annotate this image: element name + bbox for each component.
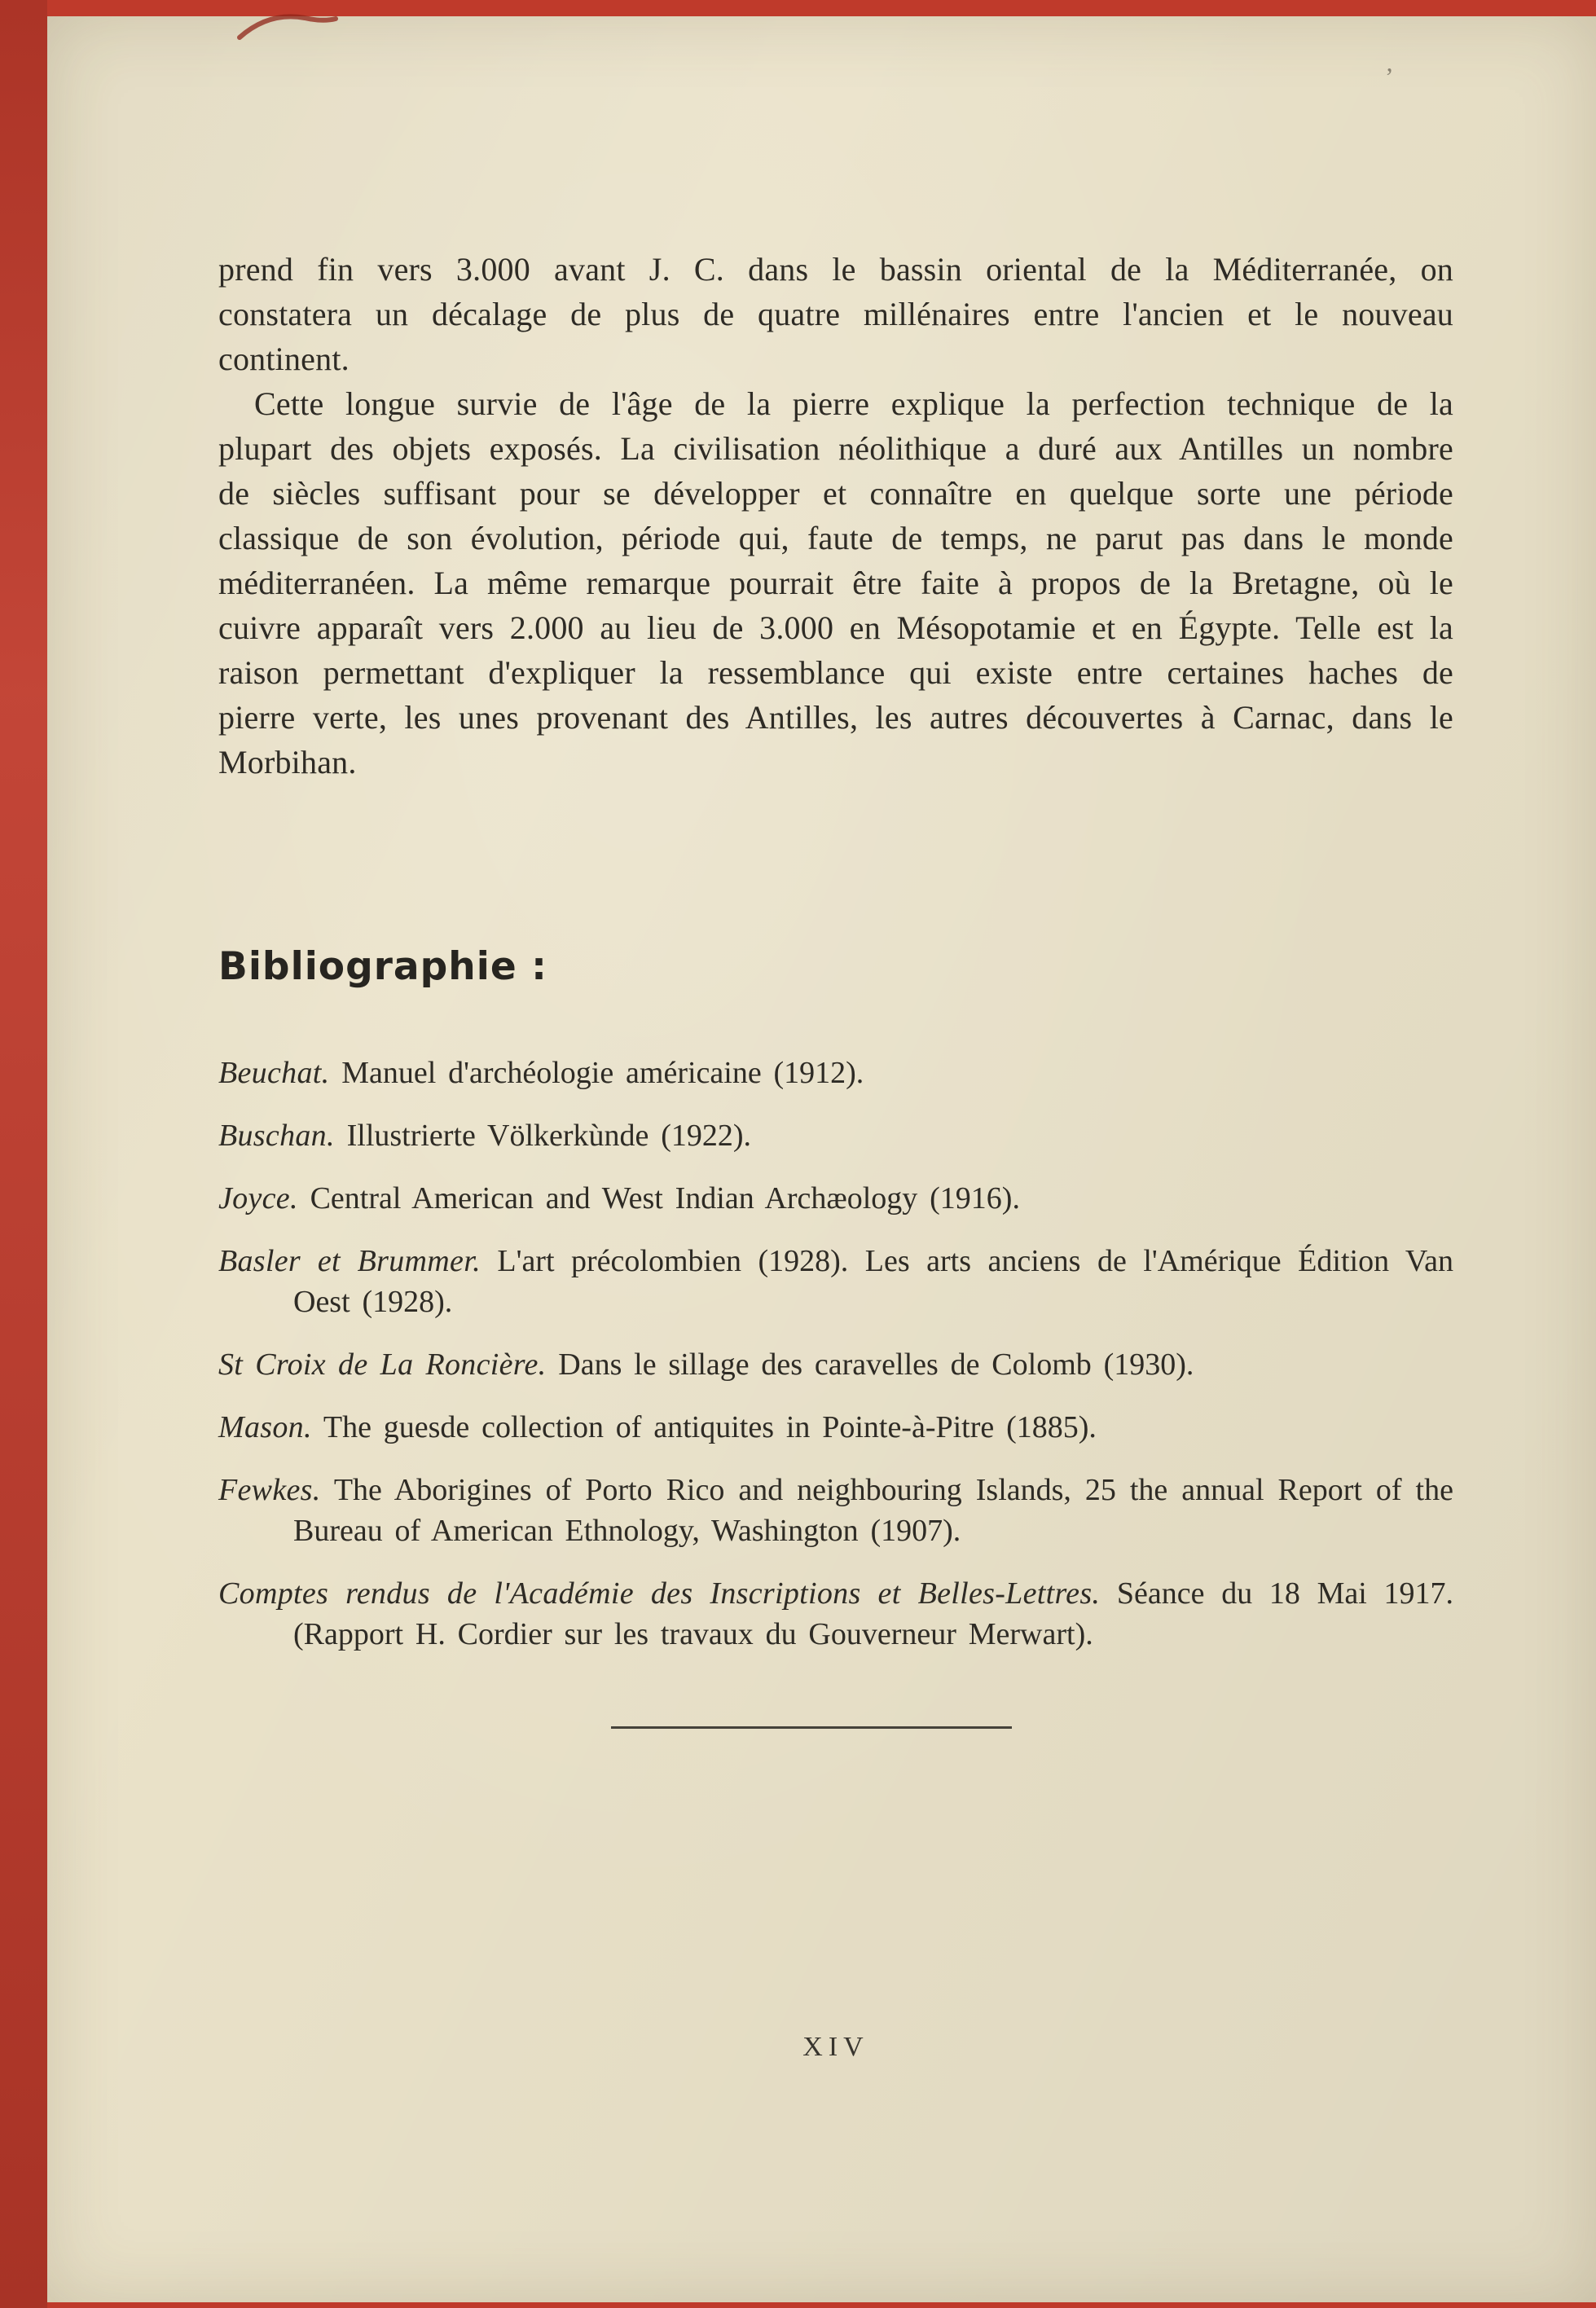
- entry-text: Dans le sillage des caravelles de Colomb (1930).: [546, 1347, 1194, 1382]
- entry-author: Basler et Brummer.: [218, 1244, 481, 1278]
- bibliography-heading: Bibliographie :: [218, 944, 547, 989]
- bibliography-entry: [218, 1178, 1453, 1219]
- entry-text: The Aborigines of Porto Rico and neighbouring Islands, 25 the annual Report of the Bureau of American Ethnology, Washington (1907).: [293, 1473, 1453, 1548]
- entry-text: Illustrierte Völkerkùnde (1922).: [334, 1119, 752, 1153]
- body-paragraph: prend fin vers 3.000 avant J. C. dans le bassin oriental de la Méditerranée, on constatera un décalage de plus de quatre millénaires entre l'ancien et le nouveau continent.: [218, 251, 1453, 377]
- entry-text: The guesde collection of antiquites in Pointe-à-Pitre (1885).: [311, 1410, 1097, 1444]
- body-paragraph: Cette longue survie de l'âge de la pierre explique la perfection technique de la plupart des objets exposés. La civilisation néolithique a duré aux Antilles un nombre de siècles suffisant pour se développer et connaître en quelque sorte une période classique de son évolution, période qui, faute de temps, ne parut pas dans le monde méditerranéen. La même remarque pourrait être faite à propos de la Bretagne, où le cuivre apparaît vers 2.000 au lieu de 3.000 en Mésopotamie et en Égypte. Telle est la raison permettant d'expliquer la ressemblance qui existe entre certaines haches de pierre verte, les unes provenant des Antilles, les autres découvertes à Carnac, dans le Morbihan.: [218, 385, 1453, 780]
- entry-author: Comptes rendus de l'Académie des Inscriptions et Belles-Lettres.: [218, 1576, 1101, 1611]
- entry-author: St Croix de La Roncière.: [218, 1347, 547, 1382]
- bibliography-entry: [218, 1573, 1453, 1655]
- entry-author: Buschan.: [218, 1119, 335, 1153]
- bibliography-entry: [218, 1241, 1453, 1322]
- bibliography-entry: [218, 1344, 1453, 1385]
- entry-author: Mason.: [218, 1410, 312, 1444]
- bibliography-list: [218, 1053, 1453, 1655]
- entry-text: Central American and West Indian Archæology (1916).: [297, 1181, 1020, 1216]
- entry-author: Fewkes.: [218, 1473, 321, 1507]
- bibliography-entry: [218, 1115, 1453, 1156]
- red-pen-mark: [235, 5, 341, 47]
- page-number: XIV: [802, 2032, 869, 2062]
- entry-author: Beuchat.: [218, 1056, 330, 1090]
- bibliography-entry: [218, 1470, 1453, 1551]
- horizontal-rule: [611, 1726, 1012, 1729]
- entry-text: Séance du 18 Mai 1917. (Rapport H. Cordier sur les travaux du Gouverneur Merwart).: [293, 1576, 1453, 1651]
- book-page: [47, 16, 1596, 2302]
- bibliography-entry: [218, 1053, 1453, 1093]
- entry-text: L'art précolombien (1928). Les arts anciens de l'Amérique Édition Van Oest (1928).: [293, 1244, 1453, 1319]
- page-content: [218, 247, 1453, 2063]
- entry-text: Manuel d'archéologie américaine (1912).: [329, 1056, 864, 1090]
- scan-speck: ’: [1385, 62, 1394, 91]
- entry-author: Joyce.: [218, 1181, 298, 1216]
- bibliography-entry: [218, 1407, 1453, 1448]
